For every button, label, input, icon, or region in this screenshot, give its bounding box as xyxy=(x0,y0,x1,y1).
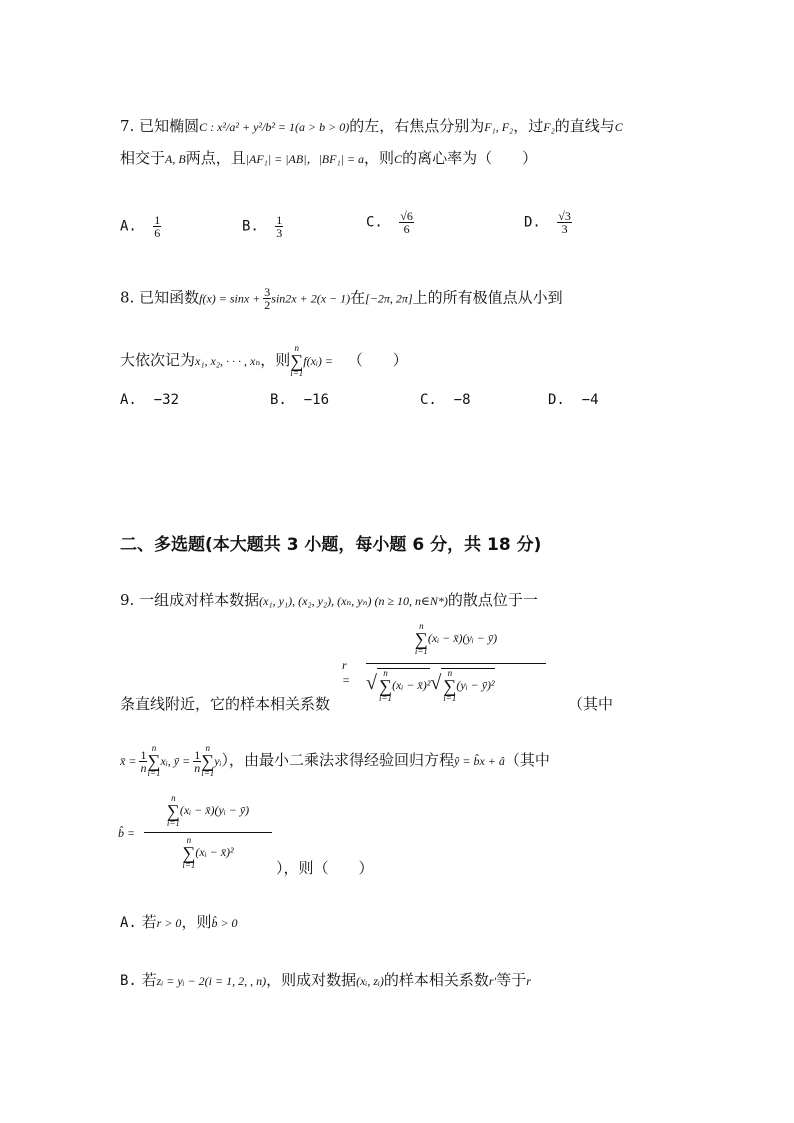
q8-option-d[interactable] xyxy=(548,392,599,408)
q9-text: 的散点位于一 xyxy=(447,591,538,609)
sum-upper: n xyxy=(205,743,210,753)
sigma-symbol: ∑ xyxy=(182,843,196,863)
q7-text: 的左，右焦点分别为 xyxy=(349,117,485,135)
mean-y-lhs: , ȳ = xyxy=(167,754,194,768)
option-condition: zᵢ = yᵢ − 2(i = 1, 2, , n) xyxy=(156,974,267,988)
option-value: −32 xyxy=(153,392,180,408)
sqrt-symbol: √ xyxy=(430,671,442,694)
sigma-symbol: ∑ xyxy=(414,629,428,649)
sequence: x₁, x₂, · · · , xₙ xyxy=(195,354,261,368)
q8-line2 xyxy=(120,344,408,378)
q7-text: 的离心率为（ ） xyxy=(402,149,538,167)
option-text: ，则 xyxy=(181,913,212,931)
q7-text: 两点，且 xyxy=(185,149,246,167)
q8-text: 大依次记为 xyxy=(120,351,196,369)
q7-option-a[interactable] xyxy=(120,214,161,239)
option-text: 的样本相关系数 xyxy=(383,971,489,989)
option-value: −16 xyxy=(303,392,330,408)
q7-line2 xyxy=(120,148,537,169)
sum-upper: n xyxy=(447,668,453,678)
numerator: 1 xyxy=(140,747,147,762)
function-def-2: sin2x + 2(x − 1) xyxy=(271,291,351,306)
mean-x-lhs: x̄ = xyxy=(120,754,140,768)
q9-line2b xyxy=(568,694,613,714)
r-denominator xyxy=(366,668,556,703)
fraction xyxy=(139,749,147,774)
option-result: b̂ > 0 xyxy=(211,916,238,930)
q8-text: 上的所有极值点从小到 xyxy=(412,288,563,307)
q7-line1 xyxy=(120,116,623,137)
sum-lower: i=1 xyxy=(166,818,180,828)
sum-upper: n xyxy=(186,835,192,845)
denominator: 2 xyxy=(264,298,271,312)
q8-text: 已知函数 xyxy=(139,288,200,307)
b-denominator-expr: (xᵢ − x̄)² xyxy=(195,844,234,859)
q7-text: 已知椭圆 xyxy=(139,117,200,135)
numerator: √3 xyxy=(558,209,571,223)
q9-text: （其中 xyxy=(504,751,550,769)
sum-upper: n xyxy=(383,668,388,678)
q8-text: （ ） xyxy=(347,351,408,369)
option-text: 若 xyxy=(141,971,157,989)
q7-text: ，过 xyxy=(513,117,544,135)
sigma-symbol: ∑ xyxy=(379,676,392,696)
r-numerator xyxy=(366,622,546,656)
numerator: 3 xyxy=(264,285,271,299)
option-value: −8 xyxy=(453,392,471,408)
q7-text: ，则 xyxy=(364,149,395,167)
denominator: n xyxy=(140,760,147,775)
fraction xyxy=(193,749,201,774)
sqrt-symbol: √ xyxy=(366,671,377,694)
option-label: B. xyxy=(120,973,137,989)
q7-text: 相交于 xyxy=(120,149,166,167)
condition: |AF₁| = |AB|，|BF₁| = a xyxy=(245,152,365,166)
q9-line4 xyxy=(276,858,374,878)
q7-option-c[interactable] xyxy=(366,210,414,235)
sum-lower: i=1 xyxy=(290,368,304,378)
sigma-symbol: ∑ xyxy=(290,351,304,371)
b-lhs: b̂ = xyxy=(118,826,136,840)
b-numerator xyxy=(144,794,272,828)
numerator: 1 xyxy=(276,213,283,227)
option-label: C. xyxy=(366,214,383,231)
sample-data: (x₁, y₁), (x₂, y₂), (xₙ, yₙ) (n ≥ 10, n∈N*) xyxy=(259,594,448,608)
option-r-prime: r′ xyxy=(488,974,497,988)
numerator: 1 xyxy=(194,747,201,762)
denominator: 3 xyxy=(561,222,568,236)
fraction-bar xyxy=(144,832,272,833)
sum-lower: i=1 xyxy=(201,768,215,778)
sum-upper: n xyxy=(294,343,299,353)
q9-text: （其中 xyxy=(568,695,614,713)
option-fraction xyxy=(275,214,283,239)
sum-body: f(xᵢ) = xyxy=(303,354,333,368)
option-text: 等于 xyxy=(496,971,527,989)
q9-text: ），则（ ） xyxy=(276,859,374,877)
q8-option-c[interactable] xyxy=(420,392,471,408)
q9-text: ），由最小二乘法求得经验回归方程 xyxy=(221,751,455,769)
c-label: C xyxy=(394,152,403,166)
question-number: 7. xyxy=(120,117,135,135)
option-condition: r > 0 xyxy=(156,916,182,930)
c-label: C xyxy=(614,120,623,134)
numerator: √6 xyxy=(400,209,413,223)
sum-sign xyxy=(167,794,180,828)
sum-lower: i=1 xyxy=(378,693,393,703)
sigma-symbol: ∑ xyxy=(201,751,215,771)
option-label: B. xyxy=(242,218,259,235)
question-number: 8. xyxy=(120,288,135,307)
option-label: D. xyxy=(524,214,541,231)
sigma-symbol: ∑ xyxy=(147,751,161,771)
option-label: D. xyxy=(548,392,565,408)
sum-sign xyxy=(147,744,160,778)
sqrt-content xyxy=(377,668,430,703)
sum-sign xyxy=(415,622,428,656)
sum-upper: n xyxy=(171,793,176,803)
q9-text: 一组成对样本数据 xyxy=(139,591,260,609)
option-r: r xyxy=(526,974,531,988)
denominator: 3 xyxy=(276,226,283,240)
option-text: ，则成对数据 xyxy=(266,971,357,989)
option-label: A. xyxy=(120,915,137,931)
option-value: −4 xyxy=(581,392,599,408)
sum-sign xyxy=(182,836,195,870)
q8-option-a[interactable] xyxy=(120,392,179,408)
q8-line1 xyxy=(120,286,563,311)
f2-label: F₂ xyxy=(543,120,555,134)
numerator: 1 xyxy=(154,213,161,227)
sum-upper: n xyxy=(419,621,424,631)
sum-sign xyxy=(290,344,303,378)
yi: yᵢ xyxy=(214,754,222,768)
q9-text: 条直线附近，它的样本相关系数 xyxy=(120,695,331,713)
r-den-x: (xᵢ − x̄)² xyxy=(392,677,431,692)
sum-upper: n xyxy=(151,743,157,753)
sum-sign xyxy=(443,669,456,703)
ellipse-equation: C : x²/a² + y²/b² = 1(a > b > 0) xyxy=(199,120,350,134)
q7-option-d[interactable] xyxy=(524,210,572,235)
q8-text: ，则 xyxy=(260,351,291,369)
sigma-symbol: ∑ xyxy=(166,801,180,821)
regression-equation: ŷ = b̂x + â xyxy=(454,754,505,768)
r-den-y: (yᵢ − ȳ)² xyxy=(456,677,495,692)
q9-option-a[interactable] xyxy=(120,912,238,933)
q7-text: 的直线与 xyxy=(554,117,615,135)
option-fraction xyxy=(153,214,161,239)
interval: [−2π, 2π] xyxy=(365,291,413,306)
q8-option-b[interactable] xyxy=(270,392,329,408)
xi: xᵢ xyxy=(160,754,168,768)
denominator: 6 xyxy=(154,226,161,240)
sum-lower: i=1 xyxy=(182,860,196,870)
b-numerator-expr: (xᵢ − x̄)(yᵢ − ȳ) xyxy=(179,802,250,817)
option-fraction xyxy=(557,210,572,235)
sum-sign xyxy=(201,744,214,778)
sum-lower: i=1 xyxy=(443,693,457,703)
q9-line2 xyxy=(120,694,330,714)
option-label: A. xyxy=(120,392,137,408)
fraction-bar xyxy=(366,663,546,664)
q8-text: 在 xyxy=(350,288,366,307)
option-label: B. xyxy=(270,392,287,408)
q9-option-b[interactable] xyxy=(120,970,531,991)
denominator: 6 xyxy=(403,222,410,236)
ab-label: A, B xyxy=(165,152,186,166)
question-number: 9. xyxy=(120,591,135,609)
section-heading: 二、多选题(本大题共 3 小题，每小题 6 分，共 18 分) xyxy=(120,535,542,555)
sigma-symbol: ∑ xyxy=(443,676,457,696)
q9-line1 xyxy=(120,590,538,611)
sum-lower: i=1 xyxy=(147,768,161,778)
sum-lower: i=1 xyxy=(414,646,428,656)
function-def: f(x) = sinx + xyxy=(199,291,264,306)
foci-label: F₁, F₂ xyxy=(484,120,514,134)
option-label: A. xyxy=(120,218,137,235)
option-text: 若 xyxy=(141,913,157,931)
option-fraction xyxy=(399,210,414,235)
q7-option-b[interactable] xyxy=(242,214,283,239)
q9-line3 xyxy=(120,744,550,778)
r-numerator-expr: (xᵢ − x̄)(yᵢ − ȳ) xyxy=(427,630,498,645)
denominator: n xyxy=(194,760,201,775)
option-pair: (xᵢ, zᵢ) xyxy=(356,974,384,988)
b-denominator xyxy=(144,836,272,870)
sum-sign xyxy=(379,669,392,703)
sqrt-content xyxy=(441,668,494,703)
r-lhs: r = xyxy=(342,658,351,687)
option-label: C. xyxy=(420,392,437,408)
